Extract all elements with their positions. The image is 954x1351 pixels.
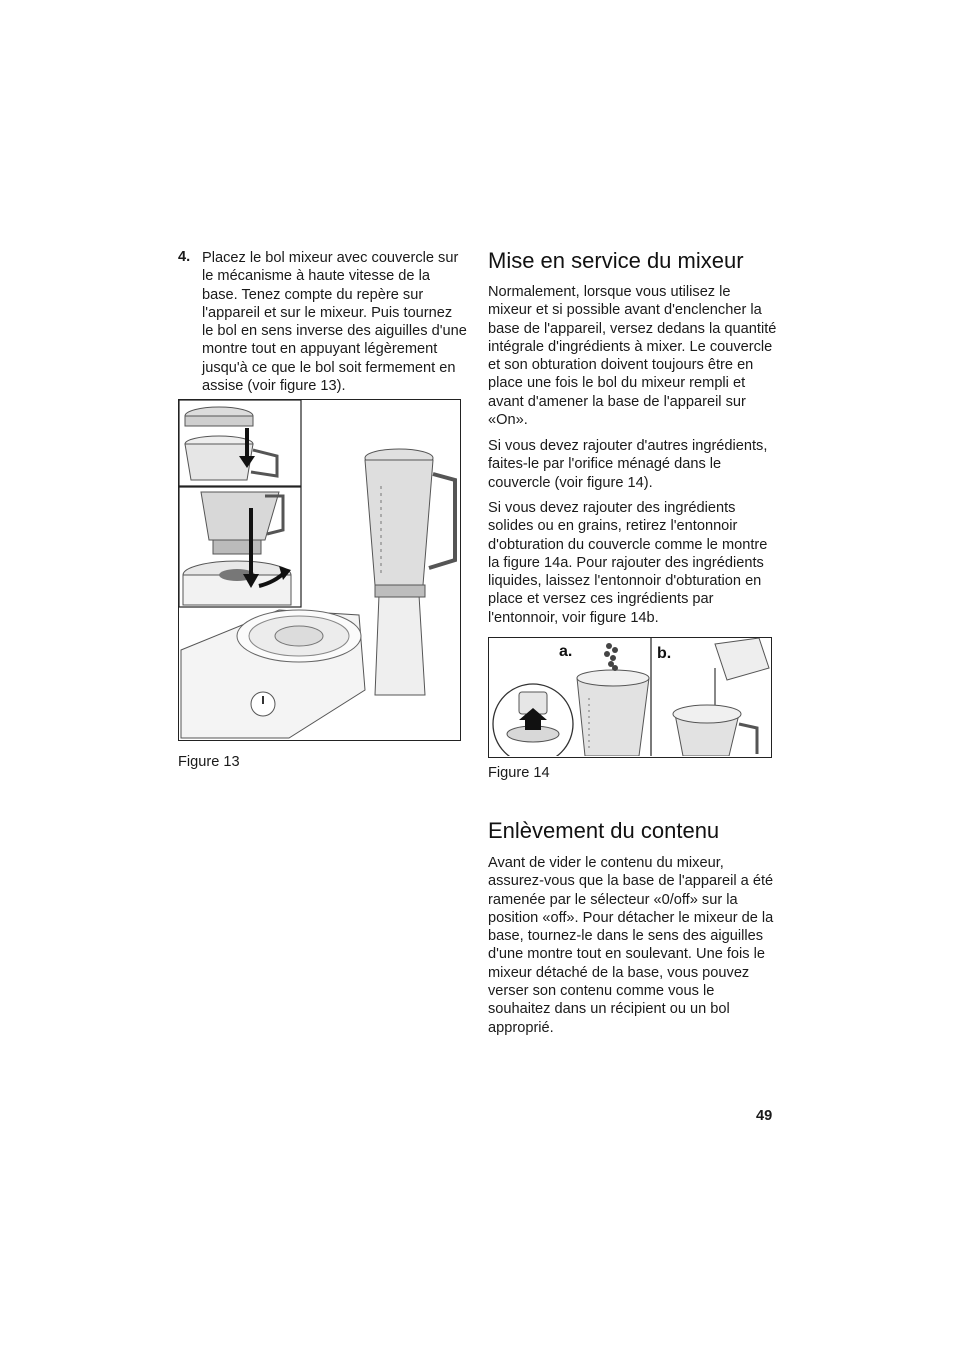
paragraph-4: Avant de vider le contenu du mixeur, assurez-vous que la base de l'appareil a été ramenée par le sélecteur «0/off» sur la position «off». Pour détacher le mixeur de la base, tournez-le dans le sens des aiguilles d'une montre tout en soulevant. Une fois le mixeur détaché de la base, vous pouvez verser son contenu comme vous le souhaitez dans un récipient ou un bol approprié. [488,855,774,1036]
figure-13-illustration [179,400,459,739]
figure-14 [488,637,772,758]
figure-13 [178,399,461,741]
heading-mise-en-service: Mise en service du mixeur [488,248,744,273]
heading-enlevement: Enlèvement du contenu [488,818,720,843]
paragraph-3: Si vous devez rajouter des ingrédients solides ou en grains, retirez l'entonnoir d'obturation du couvercle comme le montre la figure 14a. Pour rajouter des ingrédients liquides, laissez l'entonnoir d'obturation en place et versez ces ingrédients par l'entonnoir, voir figure 14b. [488,500,768,626]
step-number: 4. [178,249,191,265]
figure-14-label-a: a. [559,643,573,660]
paragraph-2: Si vous devez rajouter d'autres ingrédients, faites-le par l'orifice ménagé dans le couvercle (voir figure 14). [488,438,768,491]
step-4-text: Placez le bol mixeur avec couvercle sur le mécanisme à haute vitesse de la base. Tenez compte du repère sur l'appareil et sur le mixeur. Puis tournez le bol en sens inverse des aiguilles d'une montre tout en appuyant légèrement jusqu'à ce que le bol soit fermement en assise (voir figure 13). [202,250,467,395]
figure-14-illustration [489,638,770,756]
figure-13-caption: Figure 13 [178,754,240,770]
figure-14-label-b: b. [657,645,672,662]
paragraph-1: Normalement, lorsque vous utilisez le mixeur et si possible avant d'enclencher la base de l'appareil, versez dedans la quantité intégrale d'ingrédients à mixer. Le couvercle et son obturation doivent toujours être en place une fois le bol du mixeur rempli et avant d'amener la base de l'appareil sur «On». [488,284,777,429]
figure-14-caption: Figure 14 [488,765,550,781]
page-number: 49 [756,1108,773,1124]
